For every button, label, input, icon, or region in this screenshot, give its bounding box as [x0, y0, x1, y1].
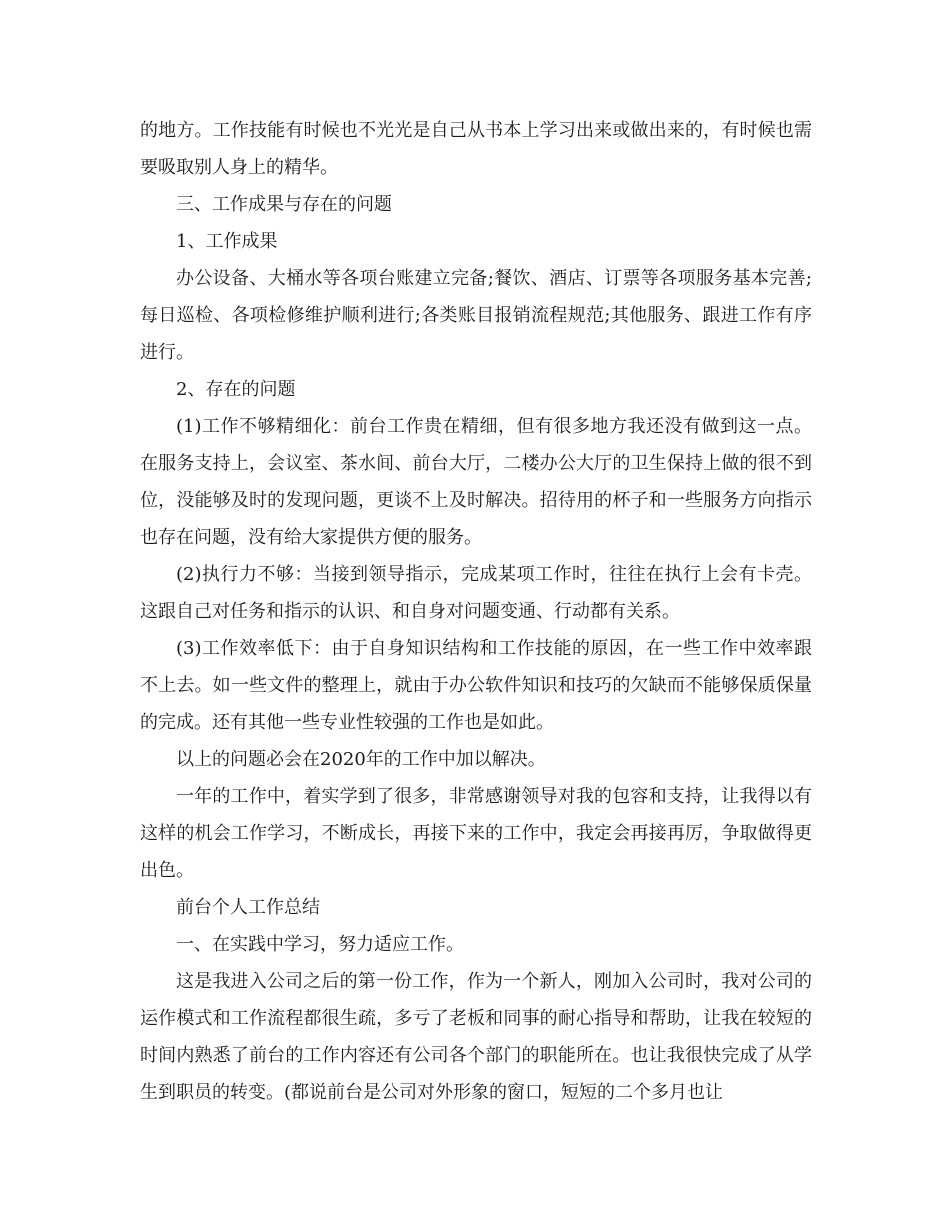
document-body	[140, 112, 812, 1111]
subheading-work-results: 1、工作成果	[176, 231, 278, 252]
paragraph-problem-2: (2)执行力不够：当接到领导指示，完成某项工作时，往往在执行上会有卡壳。这跟自己对任务和指示的认识、和自身对问题变通、行动都有关系。	[140, 564, 812, 622]
section-heading-1: 一、在实践中学习，努力适应工作。	[176, 934, 464, 955]
section-heading-3: 三、工作成果与存在的问题	[176, 194, 392, 215]
document-subtitle: 前台个人工作总结	[176, 897, 320, 918]
subheading-problems: 2、存在的问题	[176, 379, 296, 400]
paragraph-work-results: 办公设备、大桶水等各项台账建立完备;餐饮、酒店、订票等各项服务基本完善;每日巡检、各项检修维护顺利进行;各类账目报销流程规范;其他服务、跟进工作有序进行。	[140, 268, 812, 363]
paragraph-problem-1: (1)工作不够精细化：前台工作贵在精细，但有很多地方我还没有做到这一点。在服务支持上，会议室、茶水间、前台大厅，二楼办公大厅的卫生保持上做的很不到位，没能够及时的发现问题，更谈不上及时解决。招待用的杯子和一些服务方向指示也存在问题，没有给大家提供方便的服务。	[140, 416, 812, 548]
paragraph-1: 的地方。工作技能有时候也不光光是自己从书本上学习出来或做出来的，有时候也需要吸取别人身上的精华。	[140, 120, 812, 178]
paragraph-resolution: 以上的问题必会在2020年的工作中加以解决。	[176, 749, 546, 770]
paragraph-intro: 这是我进入公司之后的第一份工作，作为一个新人，刚加入公司时，我对公司的运作模式和工作流程都很生疏，多亏了老板和同事的耐心指导和帮助，让我在较短的时间内熟悉了前台的工作内容还有公司各个部门的职能所在。也让我很快完成了从学生到职员的转变。(都说前台是公司对外形象的窗口，短短的二个多月也让	[140, 971, 812, 1103]
paragraph-problem-3: (3)工作效率低下：由于自身知识结构和工作技能的原因，在一些工作中效率跟不上去。如一些文件的整理上，就由于办公软件知识和技巧的欠缺而不能够保质保量的完成。还有其他一些专业性较强的工作也是如此。	[140, 638, 812, 733]
paragraph-conclusion: 一年的工作中，着实学到了很多，非常感谢领导对我的包容和支持，让我得以有这样的机会工作学习，不断成长，再接下来的工作中，我定会再接再厉，争取做得更出色。	[140, 786, 812, 881]
